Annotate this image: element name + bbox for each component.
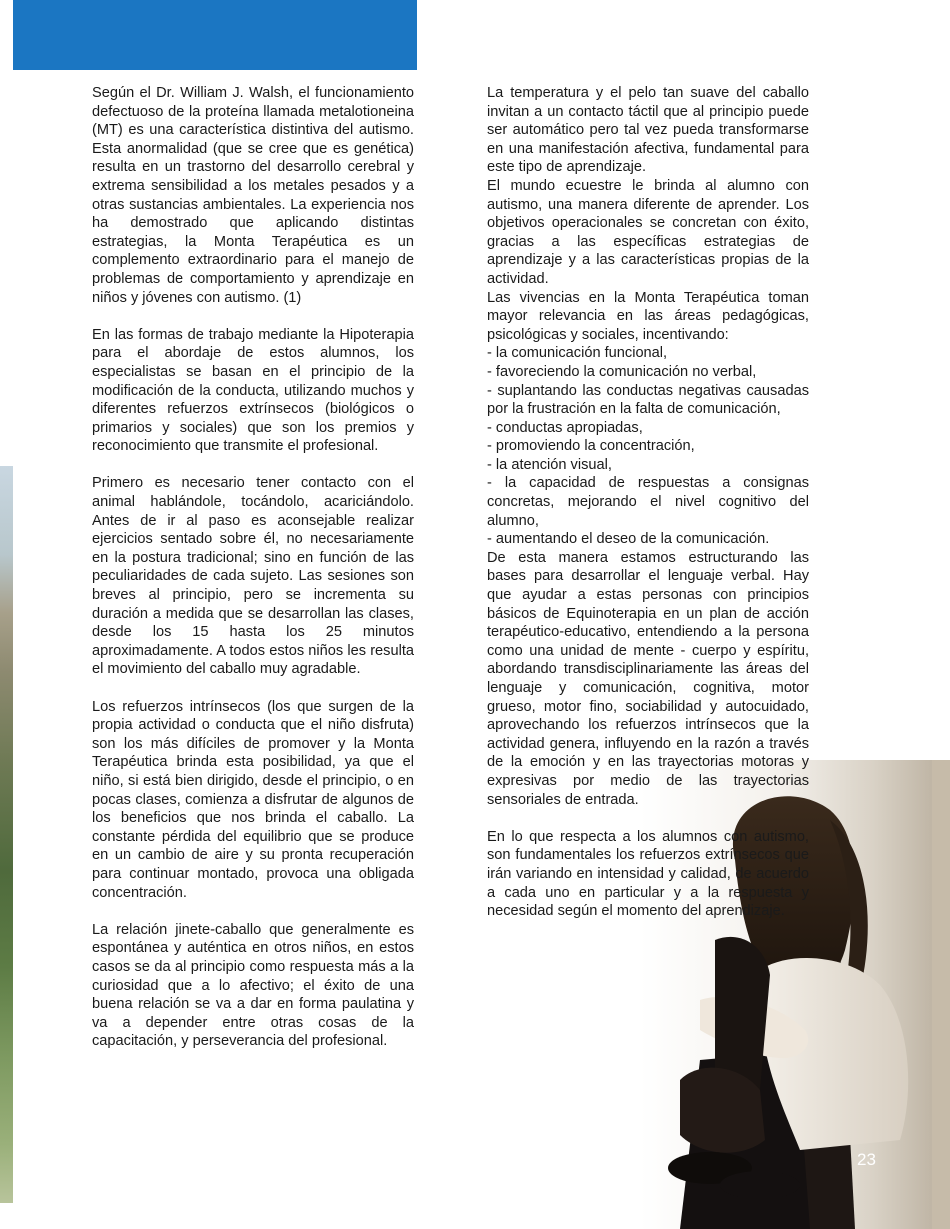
list-item: - la atención visual, [487, 456, 612, 473]
paragraph: De esta manera estamos estructurando las bases para desarrollar el lenguaje verbal. Hay que ayudar a estas personas con principios básicos de Equinoterapia en un plan de acción terapéutico-educativo, entendiendo a la persona como una unidad de mente - cuerpo y espíritu, abordando transdisciplinariamente las áreas del lenguaje y comunicación, cognitiva, motor grueso, motor fino, sociabilidad y autocuidado, aprovechando los refuerzos intrínsecos que la actividad genera, influyendo en la razón a través de la emoción y en las trayectorias motoras y expresivas por medio de las trayectorias sensoriales de entrada. [487, 549, 809, 808]
list-item: - conductas apropiadas, [487, 419, 643, 436]
list-item: - suplantando las conductas negativas causadas por la frustración en la falta de comunicación, [487, 382, 809, 418]
paragraph: La relación jinete-caballo que generalmente es espontánea y auténtica en otros niños, en estos casos se da al principio como respuesta más a la curiosidad que a lo afectivo; el éxito de una buena relación se va a dar en forma paulatina y va a depender entre otras cosas de la capacitación, y perseverancia del profesional. [92, 921, 414, 1050]
page-number: 23 [857, 1150, 876, 1169]
list-item: - favoreciendo la comunicación no verbal, [487, 363, 757, 380]
list-item: - aumentando el deseo de la comunicación. [487, 531, 770, 548]
list-item: - la comunicación funcional, [487, 345, 668, 362]
list-item: - promoviendo la concentración, [487, 438, 695, 455]
article-left-column [92, 84, 414, 1051]
list-item: - la capacidad de respuestas a consignas concretas, mejorando el nivel cognitivo del alumno, [487, 475, 809, 529]
landscape-photo-strip [0, 466, 13, 1203]
paragraph: El mundo ecuestre le brinda al alumno con autismo, una manera diferente de aprender. Los objetivos operacionales se concretan con éxito, gracias a las específicas estrategias de aprendizaje y a las características propias de la actividad. [487, 177, 809, 287]
article-right-column [487, 84, 809, 921]
paragraph: Las vivencias en la Monta Terapéutica toman mayor relevancia en las áreas pedagógicas, psicológicas y sociales, incentivando: [487, 289, 809, 343]
paragraph: Primero es necesario tener contacto con el animal hablándole, tocándolo, acariciándolo. Antes de ir al paso es aconsejable realizar ejercicios sentado sobre él, no necesariamente en la postura tradicional; sino en función de las peculiaridades de cada sujeto. Las sesiones son breves al principio, pero se incrementa su duración a medida que se desarrollan las clases, desde los 15 hasta los 25 minutos aproximadamente. A todos estos niños les resulta el movimiento del caballo muy agradable. [92, 475, 414, 678]
paragraph: Según el Dr. William J. Walsh, el funcionamiento defectuoso de la proteína llamada metalotioneina (MT) es una característica distintiva del autismo. Esta anormalidad (que se cree que es genética) resulta en un trastorno del desarrollo cerebral y extrema sensibilidad a los metales pesados y a otras sustancias ambientales. La experiencia nos ha demostrado que aplicando distintas estrategias, la Monta Terapéutica es un complemento extraordinario para el manejo de problemas de comportamiento y aprendizaje en niños y jóvenes con autismo. (1) [92, 85, 414, 306]
paragraph: La temperatura y el pelo tan suave del caballo invitan a un contacto táctil que al principio puede ser automático pero tal vez pueda transformarse en una manifestación afectiva, fundamental para este tipo de aprendizaje. [487, 85, 809, 176]
header-color-bar [13, 0, 417, 70]
paragraph: En las formas de trabajo mediante la Hipoterapia para el abordaje de estos alumnos, los especialistas se basan en el principio de la modificación de la conducta, utilizando muchos y diferentes refuerzos extrínsecos (biológicos o primarios y sociales) que son los premios y reconocimiento que transmite el profesional. [92, 326, 414, 455]
paragraph: En lo que respecta a los alumnos con autismo, son fundamentales los refuerzos extrínsecos que irán variando en intensidad y calidad, de acuerdo a cada uno en particular y a la respuesta y necesidad según el momento del aprendizaje. [487, 828, 809, 920]
paragraph: Los refuerzos intrínsecos (los que surgen de la propia actividad o conducta que el niño disfruta) son los más difíciles de promover y la Monta Terapéutica brinda esta posibilidad, ya que el niño, si está bien dirigido, desde el principio, o en pocas clases, comienza a disfrutar de algunos de los beneficios que nos brinda el caballo. La constante pérdida del equilibrio que se produce en un cambio de aire y su pronta recuperación para continuar montado, provoca una obligada concentración. [92, 698, 414, 901]
